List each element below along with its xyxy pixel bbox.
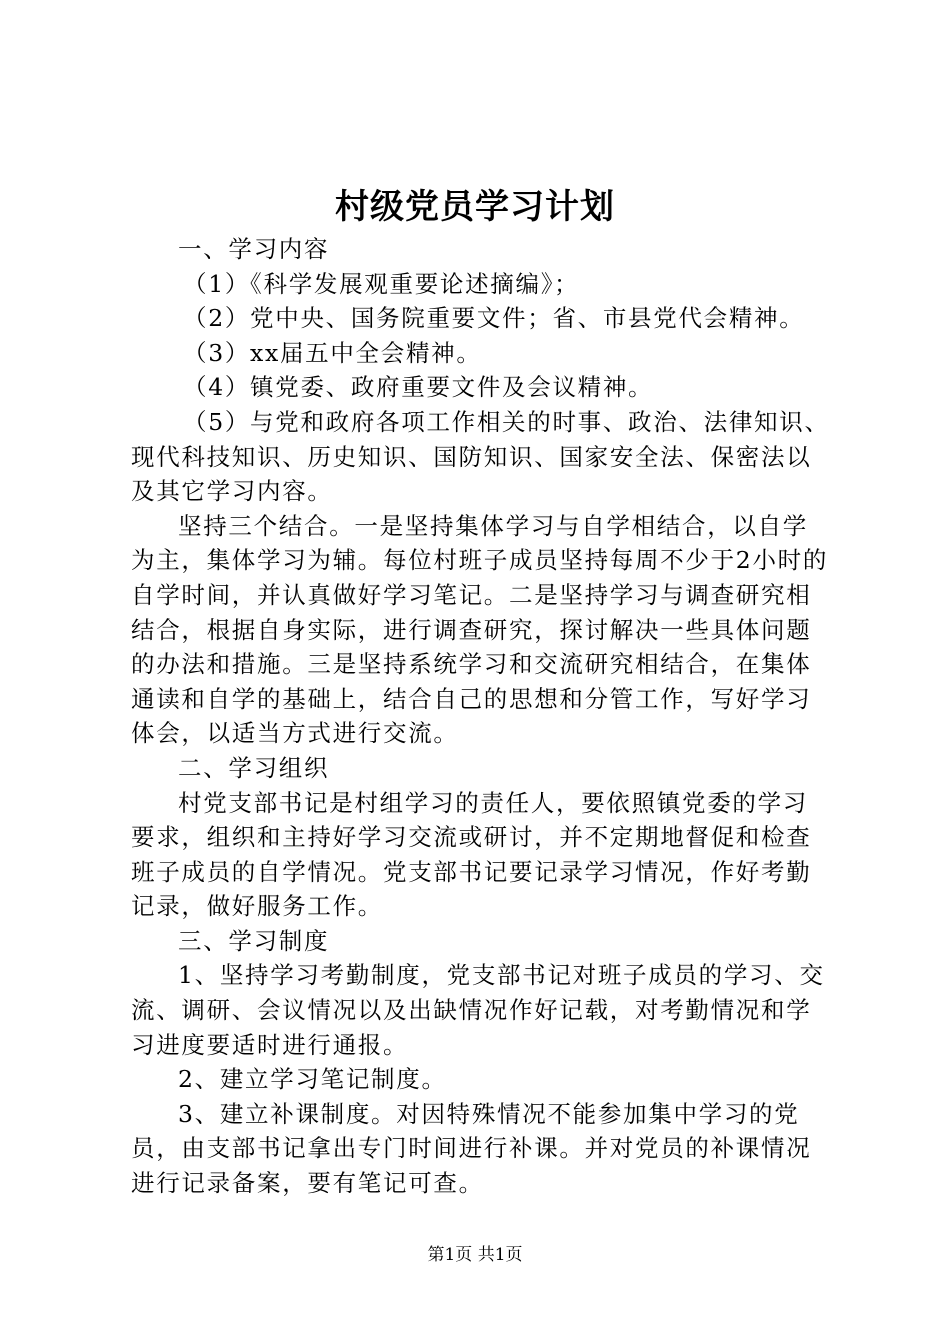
list-item: （1）《科学发展观重要论述摘编》； <box>183 269 580 298</box>
page-footer: 第1页 共1页 <box>427 1245 523 1265</box>
document-body <box>131 232 831 1201</box>
list-item: （2）党中央、国务院重要文件；省、市县党代会精神。 <box>183 304 805 333</box>
paragraph: 3、建立补课制度。对因特殊情况不能参加集中学习的党员，由支部书记拿出专门时间进行补课。并对党员的补课情况进行记录备案，要有笔记可查。 <box>131 1099 812 1198</box>
list-item: （3）xx届五中全会精神。 <box>183 338 482 367</box>
document-title: 村级党员学习计划 <box>335 187 615 227</box>
section-heading-system: 三、学习制度 <box>178 926 330 955</box>
paragraph: 村党支部书记是村组学习的责任人，要依照镇党委的学习要求，组织和主持好学习交流或研讨，并不定期地督促和检查班子成员的自学情况。党支部书记要记录学习情况，作好考勤记录，做好服务工作。 <box>131 788 812 921</box>
section-heading-organization: 二、学习组织 <box>178 753 330 782</box>
list-item: （5）与党和政府各项工作相关的时事、政治、法律知识、现代科技知识、历史知识、国防知识、国家安全法、保密法以及其它学习内容。 <box>131 407 830 506</box>
paragraph: 2、建立学习笔记制度。 <box>178 1065 447 1094</box>
paragraph: 坚持三个结合。一是坚持集体学习与自学相结合，以自学为主，集体学习为辅。每位村班子成员坚持每周不少于2小时的自学时间，并认真做好学习笔记。二是坚持学习与调查研究相结合，根据自身实际，进行调查研究，探讨解决一些具体问题的办法和措施。三是坚持系统学习和交流研究相结合，在集体通读和自学的基础上，结合自己的思想和分管工作，写好学习体会，以适当方式进行交流。 <box>131 511 829 748</box>
section-heading-content: 一、学习内容 <box>178 235 330 263</box>
list-item: （4）镇党委、政府重要文件及会议精神。 <box>183 373 654 402</box>
paragraph: 1、坚持学习考勤制度，党支部书记对班子成员的学习、交流、调研、会议情况以及出缺情况作好记载，对考勤情况和学习进度要适时进行通报。 <box>131 961 825 1059</box>
